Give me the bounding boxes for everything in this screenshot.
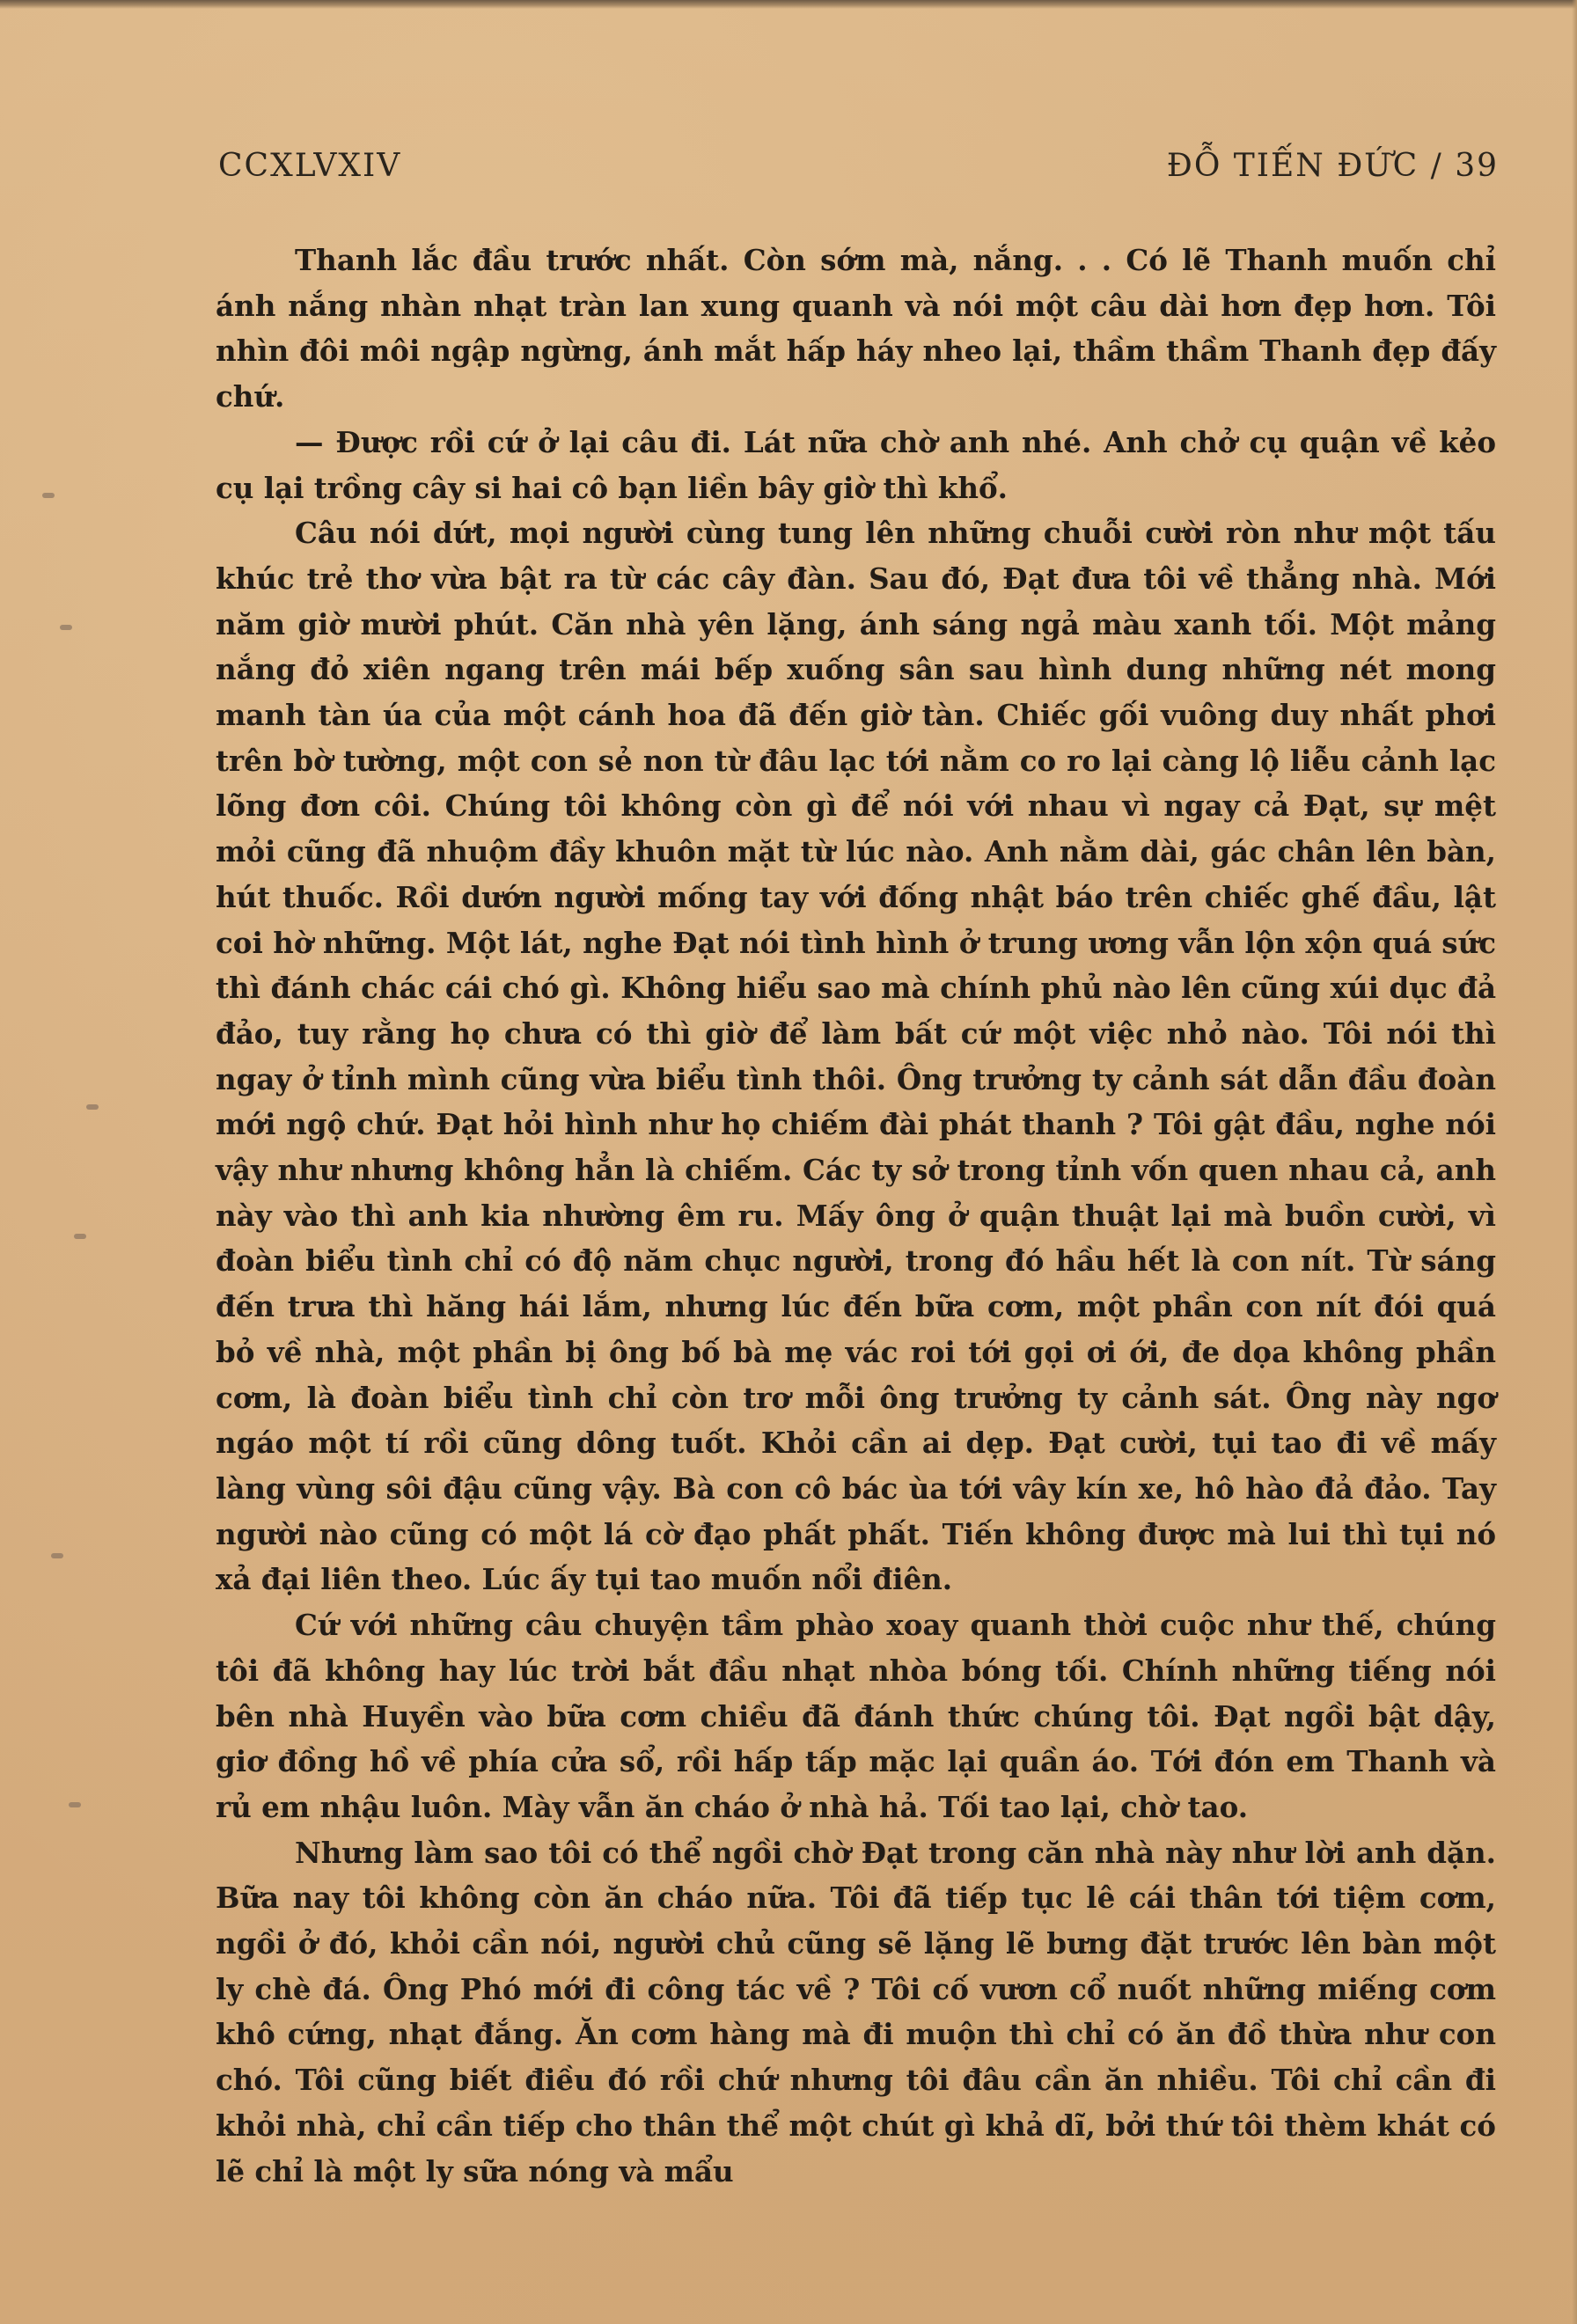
binding-holes <box>42 493 95 1989</box>
binding-hole <box>69 1802 81 1807</box>
page-right-edge <box>1572 0 1577 2324</box>
running-header <box>218 148 1499 192</box>
page-top-edge <box>0 0 1577 9</box>
header-right-text: ĐỖ TIẾN ĐỨC / 39 <box>1166 148 1499 184</box>
binding-hole <box>51 1553 63 1558</box>
paragraph: Nhưng làm sao tôi có thể ngồi chờ Đạt trong căn nhà này như lời anh dặn. Bữa nay tôi không còn ăn cháo nữa. Tôi đã tiếp tục lê cái thân tới tiệm cơm, ngồi ở đó, khỏi cần nói, người chủ cũng sẽ lặng lẽ bưng đặt trước lên bàn một ly chè đá. Ông Phó mới đi công tác về ? Tôi cố vươn cổ nuốt những miếng cơm khô cứng, nhạt đắng. Ăn cơm hàng mà đi muộn thì chỉ có ăn đồ thừa như con chó. Tôi cũng biết điều đó rồi chứ nhưng tôi đâu cần ăn nhiều. Tôi chỉ cần đi khỏi nhà, chỉ cần tiếp cho thân thể một chút gì khả dĩ, bởi thứ tôi thèm khát có lẽ chỉ là một ly sữa nóng và mẩu <box>216 1835 1496 2188</box>
body-text <box>216 238 1496 2194</box>
binding-hole <box>60 625 72 630</box>
binding-hole <box>74 1234 86 1239</box>
binding-hole <box>86 1104 99 1110</box>
paragraph: Cứ với những câu chuyện tầm phào xoay quanh thời cuộc như thế, chúng tôi đã không hay lúc trời bắt đầu nhạt nhòa bóng tối. Chính những tiếng nói bên nhà Huyền vào bữa cơm chiều đã đánh thức chúng tôi. Đạt ngồi bật dậy, giơ đồng hồ về phía cửa sổ, rồi hấp tấp mặc lại quần áo. Tới đón em Thanh và rủ em nhậu luôn. Mày vẫn ăn cháo ở nhà hả. Tối tao lại, chờ tao. <box>216 1608 1496 1824</box>
paragraph: — Được rồi cứ ở lại câu đi. Lát nữa chờ anh nhé. Anh chở cụ quận về kẻo cụ lại trồng cây si hai cô bạn liền bây giờ thì khổ. <box>216 424 1496 505</box>
binding-hole <box>42 493 55 498</box>
paragraph: Câu nói dứt, mọi người cùng tung lên những chuỗi cười ròn như một tấu khúc trẻ thơ vừa bật ra từ các cây đàn. Sau đó, Đạt đưa tôi về thẳng nhà. Mới năm giờ mười phút. Căn nhà yên lặng, ánh sáng ngả màu xanh tối. Một mảng nắng đỏ xiên ngang trên mái bếp xuống sân sau hình dung những nét mong manh tàn úa của một cánh hoa đã đến giờ tàn. Chiếc gối vuông duy nhất phơi trên bờ tường, một con sẻ non từ đâu lạc tới nằm co ro lại càng lộ liễu cảnh lạc lõng đơn côi. Chúng tôi không còn gì để nói với nhau vì ngay cả Đạt, sự mệt mỏi cũng đã nhuộm đầy khuôn mặt từ lúc nào. Anh nằm dài, gác chân lên bàn, hút thuốc. Rồi dướn người mống tay với đống nhật báo trên chiếc ghế đầu, lật coi hờ những. Một lát, nghe Đạt nói tình hình ở trung ương vẫn lộn xộn quá sức thì đánh chác cái chó gì. Không hiểu sao mà chính phủ nào lên cũng xúi dục đả đảo, tuy rằng họ chưa có thì giờ để làm bất cứ một việc nhỏ nào. Tôi nói thì ngay ở tỉnh mình cũng vừa biểu tình thôi. Ông trưởng ty cảnh sát dẫn đầu đoàn mới ngộ chứ. Đạt hỏi hình như họ chiếm đài phát thanh ? Tôi gật đầu, nghe nói vậy như nhưng không hẳn là chiếm. Các ty sở trong tỉnh vốn quen nhau cả, anh này vào thì anh kia nhường êm ru. Mấy ông ở quận thuật lại mà buồn cười, vì đoàn biểu tình chỉ có độ năm chục người, trong đó hầu hết là con nít. Từ sáng đến trưa thì hăng hái lắm, nhưng lúc đến bữa cơm, một phần con nít đói quá bỏ về nhà, một phần bị ông bố bà mẹ vác roi tới gọi ơi ới, đe dọa không phần cơm, là đoàn biểu tình chỉ còn trơ mỗi ông trưởng ty cảnh sát. Ông này ngơ ngáo một tí rồi cũng dông tuốt. Khỏi cần ai dẹp. Đạt cười, tụi tao đi về mấy làng vùng sôi đậu cũng vậy. Bà con cô bác ùa tới vây kín xe, hô hào đả đảo. Tay người nào cũng có một lá cờ đạo phất phất. Tiến không được mà lui thì tụi nó xả đại liên theo. Lúc ấy tụi tao muốn nổi điên. <box>216 516 1496 1597</box>
header-left-text: CCXLVXIV <box>218 148 402 184</box>
paragraph: Thanh lắc đầu trước nhất. Còn sớm mà, nắng. . . Có lẽ Thanh muốn chỉ ánh nắng nhàn nhạt tràn lan xung quanh và nói một câu dài hơn đẹp hơn. Tôi nhìn đôi môi ngập ngừng, ánh mắt hấp háy nheo lại, thầm thầm Thanh đẹp đấy chứ. <box>216 243 1496 414</box>
